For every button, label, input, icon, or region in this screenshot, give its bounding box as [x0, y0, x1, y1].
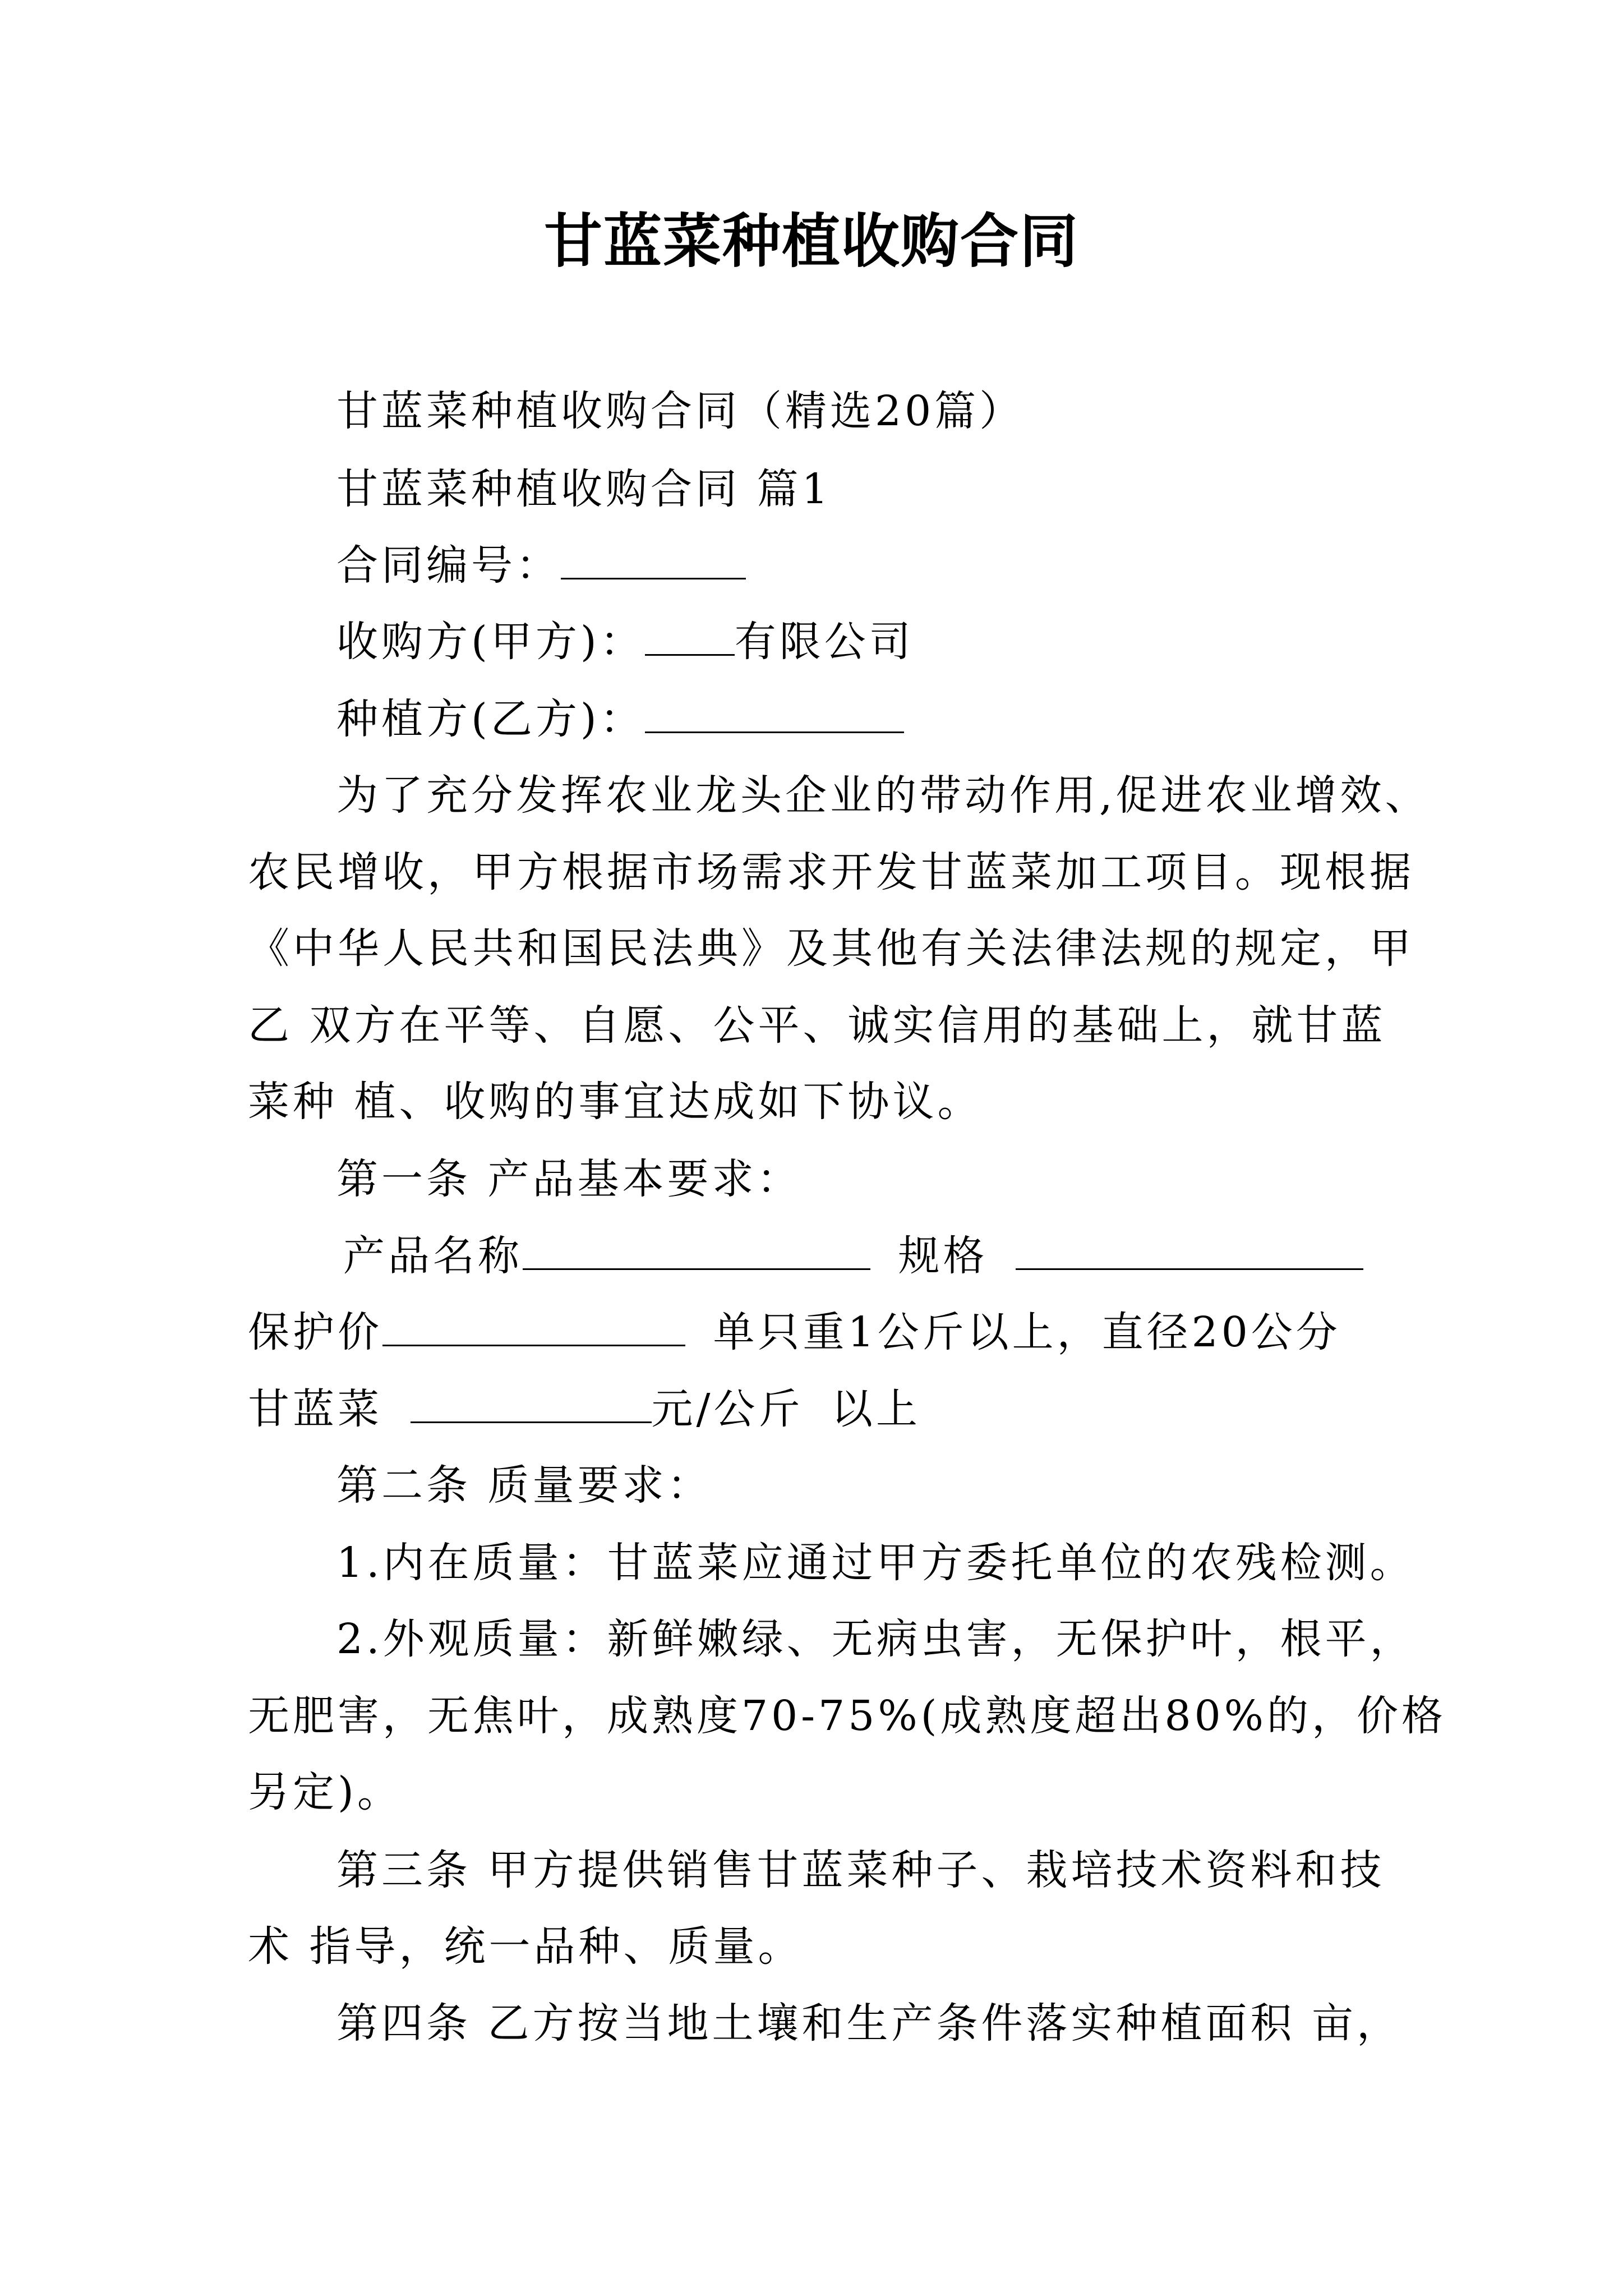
contract-number-label: 合同编号： [336, 541, 561, 590]
grower-line [336, 691, 904, 747]
grower-label: 种植方(乙方)： [336, 695, 645, 743]
buyer-suffix: 有限公司 [734, 618, 914, 666]
article-3-line: 术 指导，统一品种、质量。 [248, 1922, 803, 1971]
subtitle: 甘蓝菜种植收购合同（精选20篇） [336, 387, 1025, 435]
intro-line: 乙 双方在平等、自愿、公平、诚实信用的基础上，就甘蓝 [248, 1001, 1386, 1050]
price-unit: 元/公斤 [651, 1385, 804, 1433]
product-value-row [248, 1381, 921, 1437]
quality-item-2-line: 无肥害，无焦叶，成熟度70-75%(成熟度超出80%的，价格 [248, 1692, 1446, 1740]
protect-price-blank [382, 1307, 685, 1346]
price-blank [411, 1384, 652, 1423]
quality-item-2-line: 2.外观质量：新鲜嫩绿、无病虫害，无保护叶，根平， [336, 1615, 1415, 1663]
product-name-row [343, 1228, 1363, 1284]
protect-price-label: 保护价 [248, 1308, 382, 1356]
product-name-blank [523, 1231, 870, 1270]
product-name-label: 产品名称 [343, 1232, 523, 1280]
intro-line: 为了充分发挥农业龙头企业的带动作用,促进农业增效、 [336, 771, 1430, 820]
section-heading: 甘蓝菜种植收购合同 篇1 [336, 465, 832, 513]
buyer-line [336, 614, 914, 670]
product-value: 甘蓝菜 [248, 1385, 382, 1433]
grower-blank [645, 694, 904, 733]
contract-number-blank [561, 540, 746, 579]
article-2-heading: 第二条 质量要求： [336, 1461, 712, 1510]
intro-line: 《中华人民共和国民法典》及其他有关法律法规的规定，甲 [248, 924, 1414, 973]
price-tail: 以上 [831, 1385, 921, 1433]
buyer-blank [645, 616, 735, 656]
quality-item-1: 1.内在质量：甘蓝菜应通过甲方委托单位的农残检测。 [336, 1539, 1415, 1587]
contract-number-line [336, 537, 746, 593]
intro-line: 菜种 植、收购的事宜达成如下协议。 [248, 1078, 983, 1126]
document-title: 甘蓝菜种植收购合同 [543, 206, 1079, 275]
article-4-line: 第四条 乙方按当地土壤和生产条件落实种植面积 亩， [336, 1999, 1402, 2047]
article-3-line: 第三条 甲方提供销售甘蓝菜种子、栽培技术资料和技 [336, 1846, 1385, 1894]
quality-item-2-line: 另定)。 [248, 1768, 402, 1816]
buyer-label: 收购方(甲方)： [336, 618, 645, 666]
intro-line: 农民增收，甲方根据市场需求开发甘蓝菜加工项目。现根据 [248, 848, 1414, 896]
protect-price-row [248, 1304, 1341, 1360]
spec-text: 单只重1公斤以上，直径20公分 [713, 1308, 1341, 1356]
spec-label: 规格 [898, 1232, 988, 1280]
spec-blank [1016, 1231, 1363, 1270]
article-1-heading: 第一条 产品基本要求： [336, 1155, 802, 1203]
